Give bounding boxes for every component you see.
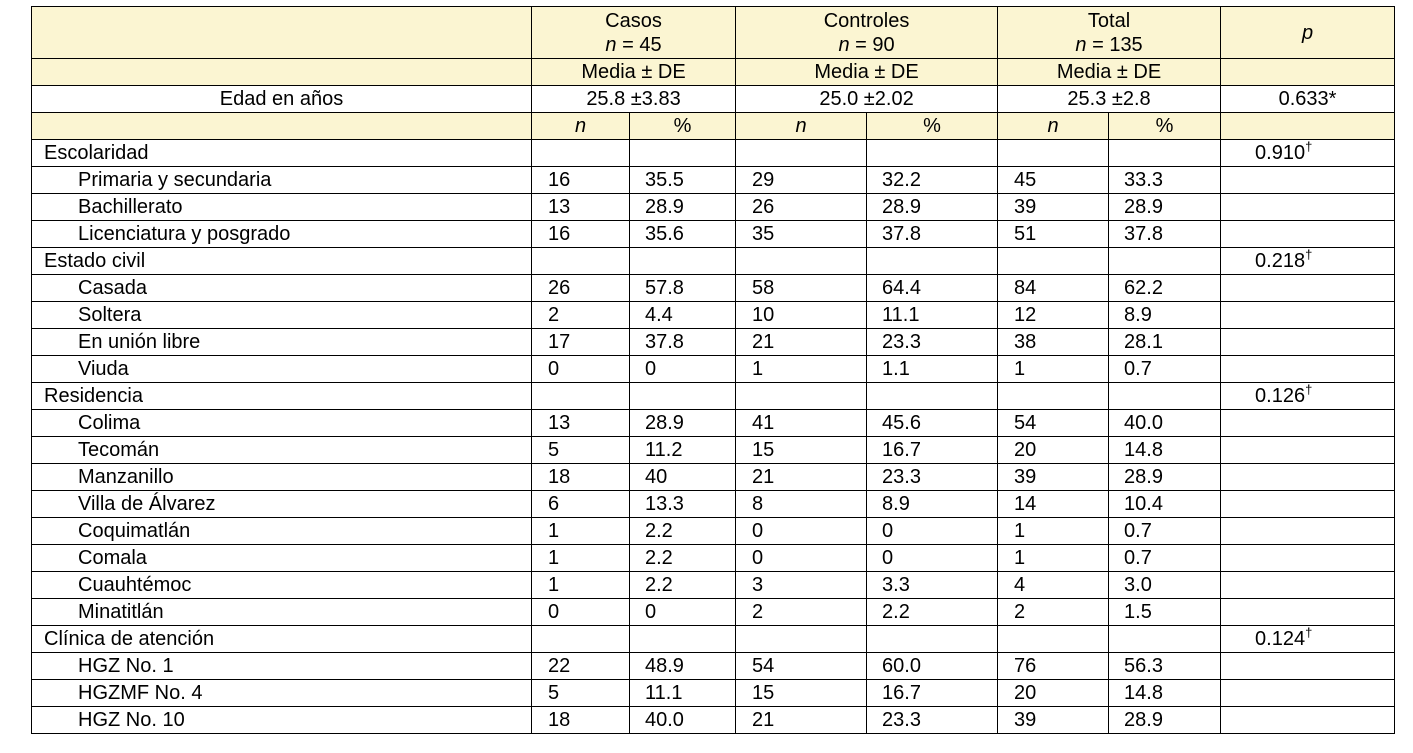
percent-cell: 40.0: [1109, 410, 1221, 437]
empty-cell: [1221, 329, 1395, 356]
percent-cell: 28.1: [1109, 329, 1221, 356]
count-cell: 54: [736, 653, 867, 680]
count-cell: 35: [736, 221, 867, 248]
table-row: [32, 329, 1395, 356]
percent-cell: 10.4: [1109, 491, 1221, 518]
empty-cell: [1221, 221, 1395, 248]
section-title: Escolaridad: [32, 140, 532, 167]
empty-cell: [736, 626, 867, 653]
section-p-value: 0.218: [1255, 250, 1306, 272]
row-label: Cuauhtémoc: [32, 572, 532, 599]
percent-cell: 0: [630, 599, 736, 626]
empty-cell: [998, 140, 1109, 167]
empty-cell: [1221, 518, 1395, 545]
count-cell: 2: [998, 599, 1109, 626]
empty-cell: [1221, 707, 1395, 734]
percent-cell: 23.3: [867, 329, 998, 356]
percent-cell: 14.8: [1109, 437, 1221, 464]
percent-cell: 56.3: [1109, 653, 1221, 680]
table-row: [32, 221, 1395, 248]
percent-cell: 28.9: [1109, 707, 1221, 734]
empty-cell: [1221, 599, 1395, 626]
count-cell: 3: [736, 572, 867, 599]
age-total: 25.3 ±2.8: [998, 86, 1221, 113]
count-cell: 0: [532, 599, 630, 626]
count-cell: 0: [736, 518, 867, 545]
header-blank-cell: [1221, 113, 1395, 140]
table-row: [32, 356, 1395, 383]
percent-cell: 32.2: [867, 167, 998, 194]
count-cell: 20: [998, 680, 1109, 707]
header-row-npct: [32, 113, 1395, 140]
count-cell: 21: [736, 464, 867, 491]
dagger-mark: †: [1305, 382, 1313, 397]
count-cell: 5: [532, 680, 630, 707]
section-p-cell: [1221, 248, 1395, 275]
empty-cell: [1221, 410, 1395, 437]
table-row: [32, 653, 1395, 680]
row-label: Manzanillo: [32, 464, 532, 491]
count-cell: 15: [736, 680, 867, 707]
header-casos: [532, 7, 736, 59]
count-cell: 16: [532, 167, 630, 194]
count-cell: 1: [532, 572, 630, 599]
sub-n: n: [736, 113, 867, 140]
empty-cell: [630, 626, 736, 653]
percent-cell: 13.3: [630, 491, 736, 518]
row-label: En unión libre: [32, 329, 532, 356]
header-blank-cell: [1221, 59, 1395, 86]
empty-cell: [867, 383, 998, 410]
percent-cell: 11.2: [630, 437, 736, 464]
empty-cell: [1221, 302, 1395, 329]
percent-cell: 0: [867, 545, 998, 572]
row-label: Colima: [32, 410, 532, 437]
empty-cell: [736, 248, 867, 275]
stat-label: Media ± DE: [998, 59, 1221, 86]
percent-cell: 14.8: [1109, 680, 1221, 707]
count-cell: 45: [998, 167, 1109, 194]
percent-cell: 37.8: [1109, 221, 1221, 248]
percent-cell: 1.5: [1109, 599, 1221, 626]
stat-label: Media ± DE: [736, 59, 998, 86]
count-cell: 14: [998, 491, 1109, 518]
age-controles: 25.0 ±2.02: [736, 86, 998, 113]
row-label: Licenciatura y posgrado: [32, 221, 532, 248]
header-blank-cell: [32, 7, 532, 59]
empty-cell: [1109, 140, 1221, 167]
count-cell: 5: [532, 437, 630, 464]
percent-cell: 35.5: [630, 167, 736, 194]
empty-cell: [1221, 464, 1395, 491]
header-controles: [736, 7, 998, 59]
section-row: [32, 140, 1395, 167]
empty-cell: [1221, 275, 1395, 302]
row-label: HGZMF No. 4: [32, 680, 532, 707]
row-label: HGZ No. 1: [32, 653, 532, 680]
section-row: [32, 383, 1395, 410]
count-cell: 2: [736, 599, 867, 626]
sub-pct: %: [867, 113, 998, 140]
demographics-table: [31, 6, 1395, 734]
empty-cell: [1109, 248, 1221, 275]
empty-cell: [998, 626, 1109, 653]
group-name: Casos: [605, 9, 662, 32]
count-cell: 17: [532, 329, 630, 356]
table-row: [32, 680, 1395, 707]
count-cell: 1: [532, 545, 630, 572]
count-cell: 41: [736, 410, 867, 437]
percent-cell: 23.3: [867, 464, 998, 491]
table-row: [32, 545, 1395, 572]
count-cell: 76: [998, 653, 1109, 680]
percent-cell: 23.3: [867, 707, 998, 734]
percent-cell: 11.1: [867, 302, 998, 329]
table-body: [32, 7, 1395, 734]
empty-cell: [630, 383, 736, 410]
percent-cell: 37.8: [630, 329, 736, 356]
n-label: n: [838, 33, 850, 56]
section-title: Clínica de atención: [32, 626, 532, 653]
empty-cell: [867, 626, 998, 653]
table-row: [32, 491, 1395, 518]
group-name: Total: [1087, 9, 1131, 32]
percent-cell: 40: [630, 464, 736, 491]
sub-n: n: [998, 113, 1109, 140]
n-value: = 90: [855, 33, 895, 56]
count-cell: 12: [998, 302, 1109, 329]
table-row: [32, 167, 1395, 194]
count-cell: 10: [736, 302, 867, 329]
row-label: Soltera: [32, 302, 532, 329]
table-row: [32, 464, 1395, 491]
empty-cell: [867, 140, 998, 167]
n-label: n: [1075, 33, 1087, 56]
empty-cell: [1221, 437, 1395, 464]
percent-cell: 0: [630, 356, 736, 383]
count-cell: 21: [736, 329, 867, 356]
section-row: [32, 626, 1395, 653]
n-value: = 45: [622, 33, 662, 56]
table-row: [32, 275, 1395, 302]
empty-cell: [1221, 491, 1395, 518]
dagger-mark: †: [1305, 247, 1313, 262]
empty-cell: [998, 383, 1109, 410]
percent-cell: 60.0: [867, 653, 998, 680]
count-cell: 15: [736, 437, 867, 464]
count-cell: 29: [736, 167, 867, 194]
dagger-mark: †: [1305, 625, 1313, 640]
count-cell: 1: [998, 518, 1109, 545]
table-row: [32, 572, 1395, 599]
percent-cell: 2.2: [630, 572, 736, 599]
section-p-cell: [1221, 383, 1395, 410]
percent-cell: 40.0: [630, 707, 736, 734]
section-p-value: 0.124: [1255, 628, 1306, 650]
empty-cell: [998, 248, 1109, 275]
count-cell: 2: [532, 302, 630, 329]
percent-cell: 45.6: [867, 410, 998, 437]
percent-cell: 37.8: [867, 221, 998, 248]
count-cell: 13: [532, 194, 630, 221]
table-row: [32, 437, 1395, 464]
count-cell: 51: [998, 221, 1109, 248]
empty-cell: [736, 140, 867, 167]
row-label: Primaria y secundaria: [32, 167, 532, 194]
table-row: [32, 194, 1395, 221]
header-p: p: [1221, 7, 1395, 59]
section-p-cell: [1221, 626, 1395, 653]
table-row: [32, 518, 1395, 545]
percent-cell: 16.7: [867, 680, 998, 707]
percent-cell: 3.3: [867, 572, 998, 599]
count-cell: 20: [998, 437, 1109, 464]
percent-cell: 2.2: [867, 599, 998, 626]
row-label: HGZ No. 10: [32, 707, 532, 734]
count-cell: 1: [998, 356, 1109, 383]
count-cell: 39: [998, 707, 1109, 734]
section-p-cell: [1221, 140, 1395, 167]
sub-pct: %: [1109, 113, 1221, 140]
sub-n: n: [532, 113, 630, 140]
percent-cell: 0.7: [1109, 518, 1221, 545]
count-cell: 8: [736, 491, 867, 518]
percent-cell: 11.1: [630, 680, 736, 707]
percent-cell: 33.3: [1109, 167, 1221, 194]
row-label: Tecomán: [32, 437, 532, 464]
empty-cell: [1221, 356, 1395, 383]
empty-cell: [532, 626, 630, 653]
age-row: [32, 86, 1395, 113]
count-cell: 0: [532, 356, 630, 383]
percent-cell: 2.2: [630, 545, 736, 572]
empty-cell: [1221, 167, 1395, 194]
table-row: [32, 302, 1395, 329]
empty-cell: [736, 383, 867, 410]
section-title: Residencia: [32, 383, 532, 410]
count-cell: 54: [998, 410, 1109, 437]
row-label: Casada: [32, 275, 532, 302]
table-row: [32, 707, 1395, 734]
empty-cell: [1221, 545, 1395, 572]
percent-cell: 57.8: [630, 275, 736, 302]
percent-cell: 35.6: [630, 221, 736, 248]
table-row: [32, 599, 1395, 626]
count-cell: 18: [532, 707, 630, 734]
percent-cell: 28.9: [1109, 464, 1221, 491]
count-cell: 16: [532, 221, 630, 248]
count-cell: 22: [532, 653, 630, 680]
percent-cell: 0.7: [1109, 356, 1221, 383]
table-row: [32, 410, 1395, 437]
row-label: Viuda: [32, 356, 532, 383]
header-blank-cell: [32, 113, 532, 140]
percent-cell: 64.4: [867, 275, 998, 302]
count-cell: 0: [736, 545, 867, 572]
empty-cell: [1109, 626, 1221, 653]
percent-cell: 4.4: [630, 302, 736, 329]
count-cell: 6: [532, 491, 630, 518]
percent-cell: 3.0: [1109, 572, 1221, 599]
section-p-value: 0.126: [1255, 385, 1306, 407]
count-cell: 21: [736, 707, 867, 734]
header-blank-cell: [32, 59, 532, 86]
percent-cell: 28.9: [630, 194, 736, 221]
percent-cell: 0.7: [1109, 545, 1221, 572]
count-cell: 4: [998, 572, 1109, 599]
empty-cell: [1109, 383, 1221, 410]
group-name: Controles: [823, 9, 910, 32]
header-total: [998, 7, 1221, 59]
count-cell: 13: [532, 410, 630, 437]
percent-cell: 48.9: [630, 653, 736, 680]
age-label: Edad en años: [32, 86, 532, 113]
row-label: Comala: [32, 545, 532, 572]
percent-cell: 28.9: [1109, 194, 1221, 221]
percent-cell: 62.2: [1109, 275, 1221, 302]
dagger-mark: †: [1305, 139, 1313, 154]
count-cell: 39: [998, 464, 1109, 491]
empty-cell: [630, 248, 736, 275]
count-cell: 39: [998, 194, 1109, 221]
empty-cell: [630, 140, 736, 167]
section-p-value: 0.910: [1255, 142, 1306, 164]
percent-cell: 8.9: [867, 491, 998, 518]
empty-cell: [532, 140, 630, 167]
age-p: 0.633*: [1221, 86, 1395, 113]
percent-cell: 2.2: [630, 518, 736, 545]
n-value: = 135: [1092, 33, 1143, 56]
empty-cell: [1221, 653, 1395, 680]
percent-cell: 28.9: [630, 410, 736, 437]
row-label: Villa de Álvarez: [32, 491, 532, 518]
count-cell: 38: [998, 329, 1109, 356]
n-label: n: [605, 33, 617, 56]
empty-cell: [867, 248, 998, 275]
count-cell: 1: [998, 545, 1109, 572]
age-casos: 25.8 ±3.83: [532, 86, 736, 113]
row-label: Bachillerato: [32, 194, 532, 221]
empty-cell: [1221, 194, 1395, 221]
empty-cell: [1221, 572, 1395, 599]
percent-cell: 16.7: [867, 437, 998, 464]
percent-cell: 8.9: [1109, 302, 1221, 329]
empty-cell: [532, 383, 630, 410]
header-row-stat: [32, 59, 1395, 86]
section-title: Estado civil: [32, 248, 532, 275]
percent-cell: 1.1: [867, 356, 998, 383]
percent-cell: 0: [867, 518, 998, 545]
row-label: Coquimatlán: [32, 518, 532, 545]
section-row: [32, 248, 1395, 275]
count-cell: 1: [532, 518, 630, 545]
empty-cell: [1221, 680, 1395, 707]
count-cell: 26: [532, 275, 630, 302]
empty-cell: [532, 248, 630, 275]
count-cell: 26: [736, 194, 867, 221]
count-cell: 1: [736, 356, 867, 383]
percent-cell: 28.9: [867, 194, 998, 221]
count-cell: 18: [532, 464, 630, 491]
count-cell: 84: [998, 275, 1109, 302]
count-cell: 58: [736, 275, 867, 302]
stat-label: Media ± DE: [532, 59, 736, 86]
row-label: Minatitlán: [32, 599, 532, 626]
sub-pct: %: [630, 113, 736, 140]
header-row-groups: [32, 7, 1395, 59]
